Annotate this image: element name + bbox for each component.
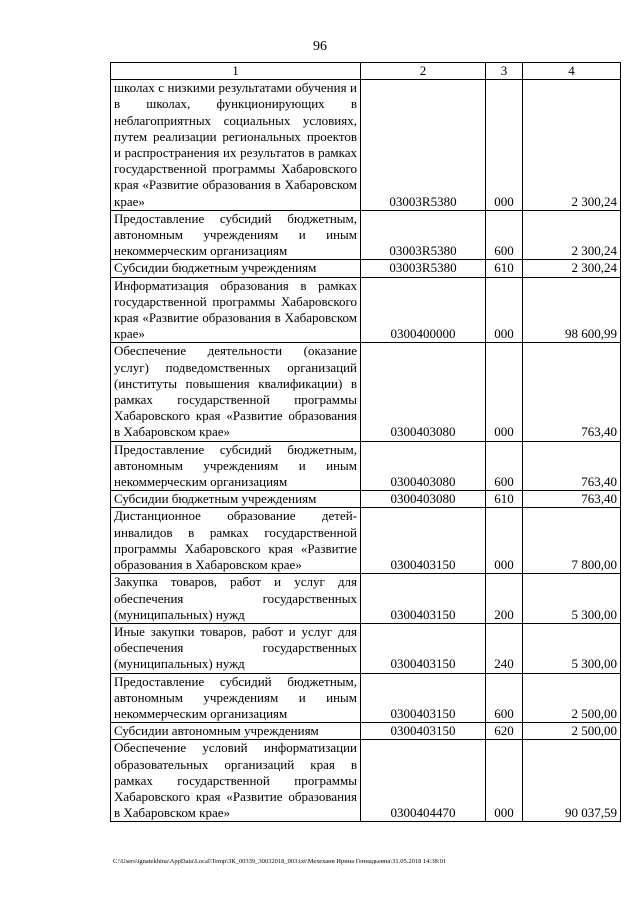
row-name: Предоставление субсидий бюджетным, автономным учреждениям и иным некоммерческим организациям	[111, 673, 361, 723]
row-name: Закупка товаров, работ и услуг для обеспечения государственных (муниципальных) нужд	[111, 574, 361, 624]
table-row	[111, 508, 621, 574]
row-amount: 763,40	[523, 491, 621, 508]
row-amount: 763,40	[523, 343, 621, 441]
row-expense-type: 620	[486, 723, 523, 740]
row-code: 03003R5380	[361, 80, 486, 211]
row-name: Иные закупки товаров, работ и услуг для обеспечения государственных (муниципальных) нужд	[111, 623, 361, 673]
row-amount: 2 300,24	[523, 210, 621, 260]
row-code: 0300403150	[361, 673, 486, 723]
table-row	[111, 723, 621, 740]
row-expense-type: 000	[486, 740, 523, 822]
row-code: 0300400000	[361, 277, 486, 343]
budget-table	[110, 62, 621, 822]
row-name: Предоставление субсидий бюджетным, автономным учреждениям и иным некоммерческим организациям	[111, 210, 361, 260]
row-expense-type: 240	[486, 623, 523, 673]
row-code: 0300404470	[361, 740, 486, 822]
row-name: Субсидии бюджетным учреждениям	[111, 491, 361, 508]
row-expense-type: 000	[486, 80, 523, 211]
table-row	[111, 210, 621, 260]
row-expense-type: 000	[486, 508, 523, 574]
row-expense-type: 610	[486, 260, 523, 277]
table-row	[111, 491, 621, 508]
row-code: 0300403080	[361, 491, 486, 508]
row-expense-type: 000	[486, 277, 523, 343]
row-amount: 763,40	[523, 441, 621, 491]
row-code: 0300403150	[361, 723, 486, 740]
column-header-1: 1	[111, 63, 361, 80]
footer-file-path: C:\Users\ignatekhina\AppData\Local\Temp\ЗК_00339_30032018_003.txt\Мехеханв Ирина Геннадьевна\31.05.2018 14:38:01	[113, 858, 447, 865]
row-name: Субсидии автономным учреждениям	[111, 723, 361, 740]
row-expense-type: 200	[486, 574, 523, 624]
row-name: школах с низкими результатами обучения и в школах, функционирующих в неблагоприятных социальных условиях, путем реализации региональных проектов и распространения их результатов в рамках государственной программы Хабаровского края «Развитие образования в Хабаровском крае»	[111, 80, 361, 211]
row-code: 0300403150	[361, 574, 486, 624]
row-expense-type: 000	[486, 343, 523, 441]
table-row	[111, 80, 621, 211]
row-code: 0300403150	[361, 623, 486, 673]
row-expense-type: 600	[486, 210, 523, 260]
table-row	[111, 260, 621, 277]
row-name: Обеспечение деятельности (оказание услуг) подведомственных организаций (институты повышения квалификации) в рамках государственной программы Хабаровского края «Развитие образования в Хабаровском крае»	[111, 343, 361, 441]
row-expense-type: 600	[486, 441, 523, 491]
page-number: 96	[313, 39, 327, 54]
row-amount: 2 500,00	[523, 673, 621, 723]
row-amount: 7 800,00	[523, 508, 621, 574]
row-name: Предоставление субсидий бюджетным, автономным учреждениям и иным некоммерческим организациям	[111, 441, 361, 491]
table-row	[111, 277, 621, 343]
row-code: 0300403080	[361, 343, 486, 441]
table-header-row	[111, 63, 621, 80]
row-amount: 2 500,00	[523, 723, 621, 740]
row-code: 03003R5380	[361, 260, 486, 277]
row-amount: 2 300,24	[523, 260, 621, 277]
table-row	[111, 673, 621, 723]
column-header-3: 3	[486, 63, 523, 80]
table-row	[111, 740, 621, 822]
row-amount: 2 300,24	[523, 80, 621, 211]
row-amount: 5 300,00	[523, 623, 621, 673]
row-name: Обеспечение условий информатизации образовательных организаций края в рамках государственной программы Хабаровского края «Развитие образования в Хабаровском крае»	[111, 740, 361, 822]
row-amount: 90 037,59	[523, 740, 621, 822]
row-name: Дистанционное образование детей-инвалидов в рамках государственной программы Хабаровского края «Развитие образования в Хабаровском крае»	[111, 508, 361, 574]
row-code: 03003R5380	[361, 210, 486, 260]
table-row	[111, 343, 621, 441]
table-row	[111, 623, 621, 673]
column-header-2: 2	[361, 63, 486, 80]
row-name: Информатизация образования в рамках государственной программы Хабаровского края «Развитие образования в Хабаровском крае»	[111, 277, 361, 343]
row-expense-type: 610	[486, 491, 523, 508]
row-amount: 98 600,99	[523, 277, 621, 343]
row-name: Субсидии бюджетным учреждениям	[111, 260, 361, 277]
row-code: 0300403150	[361, 508, 486, 574]
column-header-4: 4	[523, 63, 621, 80]
table-row	[111, 574, 621, 624]
row-amount: 5 300,00	[523, 574, 621, 624]
table-row	[111, 441, 621, 491]
row-code: 0300403080	[361, 441, 486, 491]
row-expense-type: 600	[486, 673, 523, 723]
